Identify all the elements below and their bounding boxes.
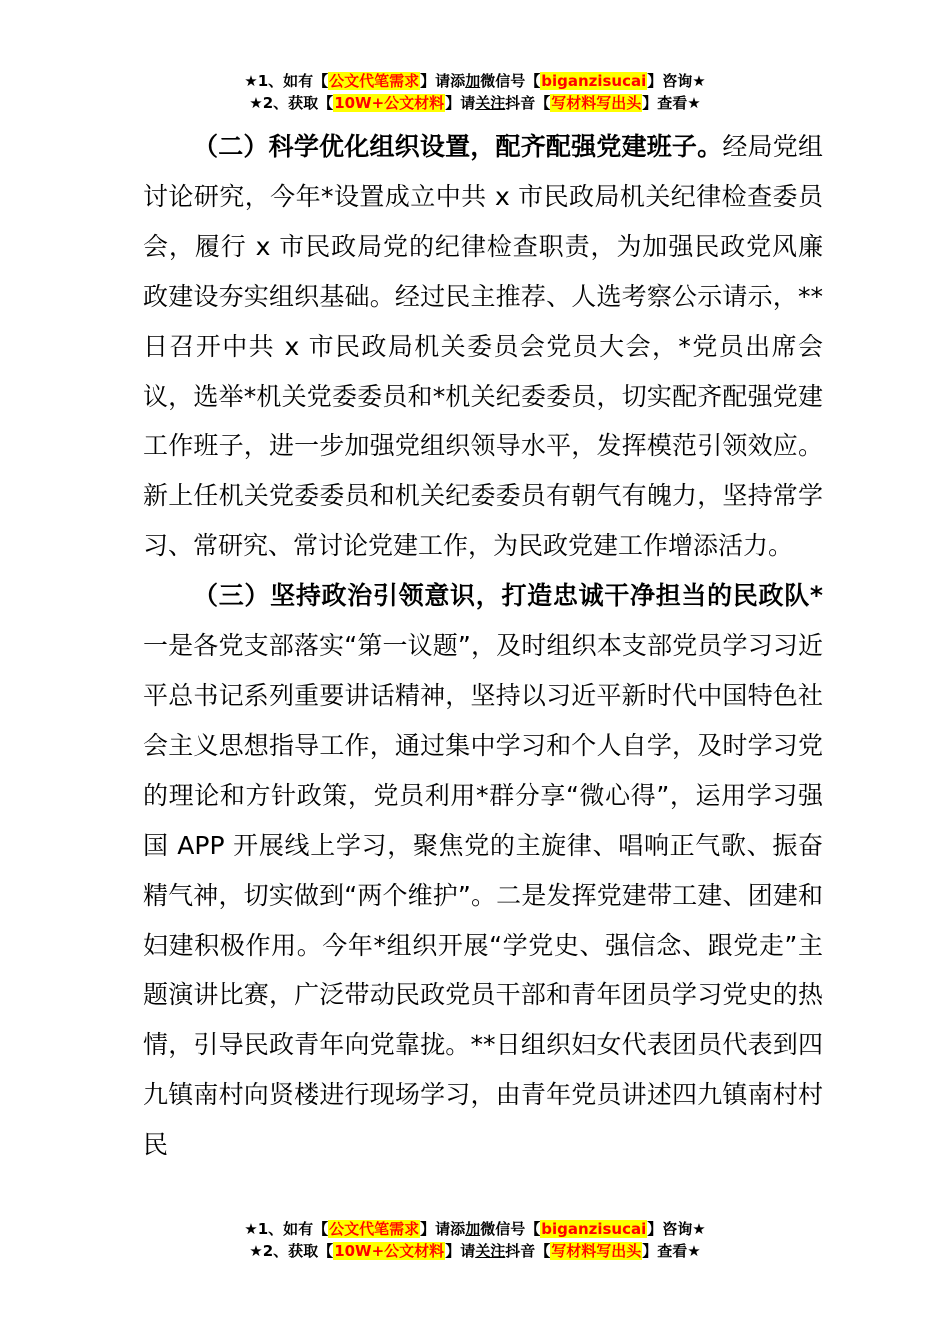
paragraph-2 [143,122,823,571]
banner-line-2 [0,92,950,114]
document-body [143,122,823,1170]
banner-text-underlined: 加 [465,72,481,90]
paragraph-text: 一是各党支部落实“第一议题”，及时组织本支部党员学习习近平总书记系列重要讲话精神，坚持以习近平新时代中国特色社会主义思想指导工作，通过集中学习和个人自学，及时学习党的理论和方针政策，党员利用*群分享“微心得”，运用学习强国 APP 开展线上学习，聚焦党的主旋律、唱响正气歌、振奋精气神，切实做到“两个维护”。二是发挥党建带工建、团建和妇建积极作用。今年*组织开展“学党史、强信念、跟党走”主题演讲比赛，广泛带动民政党员干部和青年团员学习党史的热情，引导民政青年向党靠拢。**日组织妇女代表团员代表到四九镇南村向贤楼进行现场学习，由青年党员讲述四九镇南村村民 [143,631,823,1160]
paragraph-text: 经局党组讨论研究，今年*设置成立中共 x 市民政局机关纪律检查委员会，履行 x 市民政局党的纪律检查职责，为加强民政党风廉政建设夯实组织基础。经过民主推荐、人选考察公示请示，**日召开中共 x 市民政局机关委员会党员大会，*党员出席会议，选举*机关党委委员和*机关纪委委员，切实配齐配强党建工作班子，进一步加强党组织领导水平，发挥模范引领效应。新上任机关党委委员和机关纪委委员有朝气有魄力，坚持常学习、常研究、常讨论党建工作，为民政党建工作增添活力。 [143,132,823,561]
banner-text: 】咨询★ [647,1220,706,1238]
highlight-account: 写材料写出头 [551,1242,642,1260]
banner-text: ★1、如有【 [244,72,329,90]
banner-text-underlined: 加 [465,1220,481,1238]
highlight-materials: 10W+公文材料 [334,1242,445,1260]
banner-text: 抖音【 [505,1242,551,1260]
banner-text-underlined: 关注 [475,94,506,112]
banner-line-1 [0,1218,950,1240]
section-heading: （二）科学优化组织设置，配齐配强党建班子。 [193,132,723,161]
banner-text: 抖音【 [505,94,551,112]
banner-text: 】请 [445,1242,476,1260]
banner-text: ★2、获取【 [249,94,334,112]
footer-banner [0,1218,950,1262]
section-heading: （三）坚持政治引领意识，打造忠诚干净担当的民政队* [193,581,823,611]
banner-text: 】查看★ [642,1242,701,1260]
banner-text: ★2、获取【 [249,1242,334,1260]
banner-text: 】请添 [420,72,466,90]
highlight-account: 写材料写出头 [551,94,642,112]
banner-line-1 [0,70,950,92]
banner-text-underlined: 关注 [475,1242,506,1260]
banner-text: 】查看★ [642,94,701,112]
highlight-service: 公文代笔需求 [329,72,420,90]
highlight-wechat-id: biganzisucai [541,72,647,90]
highlight-materials: 10W+公文材料 [334,94,445,112]
banner-line-2 [0,1240,950,1262]
paragraph-3 [143,571,823,1170]
banner-text: 】请 [445,94,476,112]
banner-text: 】咨询★ [647,72,706,90]
highlight-service: 公文代笔需求 [329,1220,420,1238]
highlight-wechat-id: biganzisucai [541,1220,647,1238]
header-banner [0,70,950,114]
banner-text: ★1、如有【 [244,1220,329,1238]
banner-text: 】请添 [420,1220,466,1238]
banner-text: 微信号【 [480,72,541,90]
banner-text: 微信号【 [480,1220,541,1238]
